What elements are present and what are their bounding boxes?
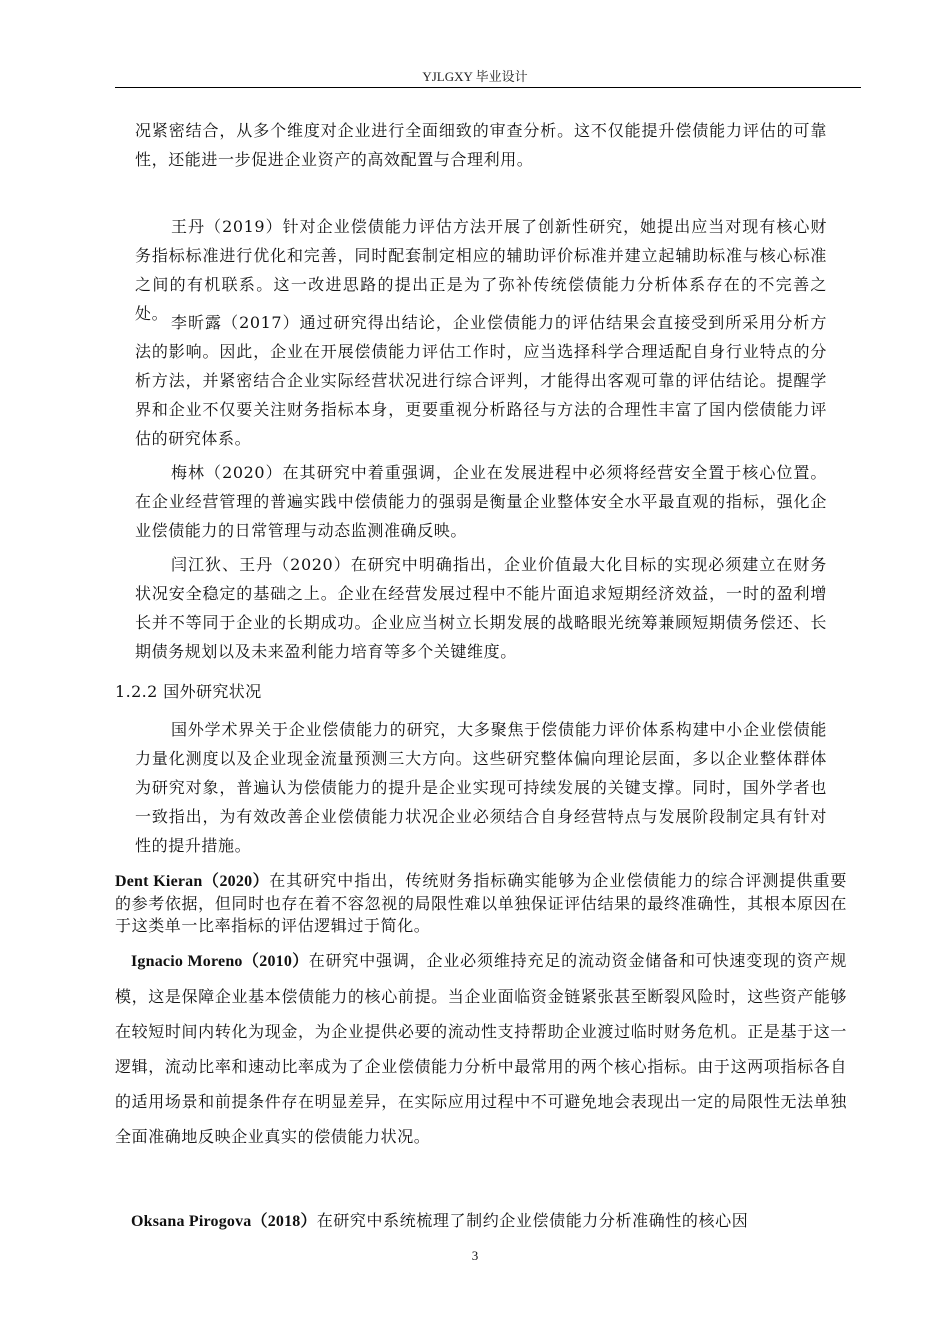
paragraph-9 xyxy=(115,1206,847,1236)
paragraph-7 xyxy=(115,870,847,937)
page-number: 3 xyxy=(471,1248,479,1263)
header-rule xyxy=(115,87,861,88)
paragraph-4: 梅林（2020）在其研究中着重强调，企业在发展进程中必须将经营安全置于核心位置。在企业经营管理的普遍实践中偿债能力的强弱是衡量企业整体安全水平最直观的指标，强化企业偿债能力的日常管理与动态监测准确反映。 xyxy=(135,463,827,540)
paragraph-5: 闫江狄、王丹（2020）在研究中明确指出，企业价值最大化目标的实现必须建立在财务状况安全稳定的基础之上。企业在经营发展过程中不能片面追求短期经济效益，一时的盈利增长并不等同于企业的长期成功。企业应当树立长期发展的战略眼光统筹兼顾短期债务偿还、长期债务规划以及未来盈利能力培育等多个关键维度。 xyxy=(135,555,827,661)
page-header: YJLGXY 毕业设计 xyxy=(422,69,528,84)
paragraph-text: 在研究中系统梳理了制约企业偿债能力分析准确性的核心因 xyxy=(316,1211,749,1230)
paragraph-text: 在研究中强调，企业必须维持充足的流动资金储备和可快速变现的资产规模，这是保障企业基本偿债能力的核心前提。当企业面临资金链紧张甚至断裂风险时，这些资产能够在较短时间内转化为现金，为企业提供必要的流动性支持帮助企业渡过临时财务危机。正是基于这一逻辑，流动比率和速动比率成为了企业偿债能力分析中最常用的两个核心指标。由于这两项指标各自的适用场景和前提条件存在明显差异，在实际应用过程中不可避免地会表现出一定的局限性无法单独全面准确地反映企业真实的偿债能力状况。 xyxy=(115,951,847,1146)
citation-author: Oksana Pirogova（2018） xyxy=(131,1213,317,1230)
paragraph-3: 李昕露（2017）通过研究得出结论，企业偿债能力的评估结果会直接受到所采用分析方法的影响。因此，企业在开展偿债能力评估工作时，应当选择科学合理适配自身行业特点的分析方法，并紧密结合企业实际经营状况进行综合评判，才能得出客观可靠的评估结论。提醒学界和企业不仅要关注财务指标本身，更要重视分析路径与方法的合理性丰富了国内偿债能力评估的研究体系。 xyxy=(135,313,827,448)
paragraph-2: 王丹（2019）针对企业偿债能力评估方法开展了创新性研究，她提出应当对现有核心财务指标标准进行优化和完善，同时配套制定相应的辅助评价标准并建立起辅助标准与核心标准之间的有机联系。这一改进思路的提出正是为了弥补传统偿债能力分析体系存在的不完善之处。 xyxy=(135,217,827,323)
paragraph-6: 国外学术界关于企业偿债能力的研究，大多聚焦于偿债能力评价体系构建中小企业偿债能力量化测度以及企业现金流量预测三大方向。这些研究整体偏向理论层面，多以企业整体群体为研究对象，普遍认为偿债能力的提升是企业实现可持续发展的关键支撑。同时，国外学者也一致指出，为有效改善企业偿债能力状况企业必须结合自身经营特点与发展阶段制定具有针对性的提升措施。 xyxy=(135,720,827,855)
paragraph-8 xyxy=(115,943,847,1154)
citation-author: Ignacio Moreno（2010） xyxy=(131,953,309,970)
section-heading: 1.2.2 国外研究状况 xyxy=(115,682,262,701)
citation-author: Dent Kieran（2020） xyxy=(115,873,270,890)
paragraph-1: 况紧密结合，从多个维度对企业进行全面细致的审查分析。这不仅能提升偿债能力评估的可靠性，还能进一步促进企业资产的高效配置与合理利用。 xyxy=(135,121,827,169)
paragraph-text: 在其研究中指出，传统财务指标确实能够为企业偿债能力的综合评测提供重要的参考依据，但同时也存在着不容忽视的局限性难以单独保证评估结果的最终准确性，其根本原因在于这类单一比率指标的评估逻辑过于简化。 xyxy=(115,871,847,935)
